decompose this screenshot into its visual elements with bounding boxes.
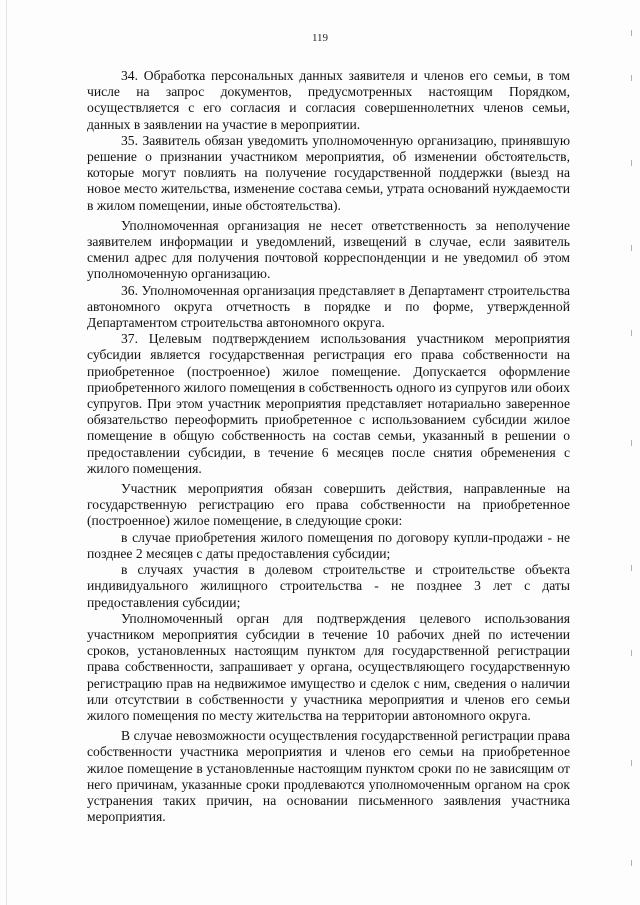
scan-mark: [631, 245, 632, 251]
paragraph-34: 34. Обработка персональных данных заявителя и членов его семьи, в том числе на запрос документов, предусмотренных настоящим Порядком, осуществляется с его согласия и согласия совершеннолетних членов семьи, данных в заявлении на участие в мероприятии.: [87, 68, 570, 132]
paragraph-37-term-construction: в случаях участия в долевом строительстве и строительстве объекта индивидуального жилищного строительства - не позднее 3 лет с даты предоставления субсидии;: [87, 562, 570, 610]
scan-mark: [631, 440, 632, 446]
paragraph-37: 37. Целевым подтверждением использования участником мероприятия субсидии является государственная регистрация его права собственности на приобретенное (построенное) жилое помещение. Допускается оформление приобретенного жилого помещения в собственность одного из супругов или обоих супругов. При этом участник мероприятия представляет нотариально заверенное обязательство переоформить приобретенное с использованием субсидии жилое помещение в общую собственность на состав семьи, указанный в решении о предоставлении субсидии, в течение 6 месяцев после снятия обременения с жилого помещения.: [87, 331, 570, 476]
paragraph-37-term-purchase: в случае приобретения жилого помещения по договору купли-продажи - не позднее 2 месяцев с даты предоставления субсидии;: [87, 529, 570, 561]
paragraph-35-note: Уполномоченная организация не несет ответственность за неполучение заявителем информации и уведомлений, извещений в случае, если заявитель сменил адрес для получения почтовой корреспонденции и не уведомил об этом уполномоченную организацию.: [87, 217, 570, 282]
scan-mark: [631, 760, 632, 766]
scan-edge-line: [6, 0, 7, 905]
paragraph-36: 36. Уполномоченная организация представляет в Департамент строительства автономного округа отчетность в порядке и по форме, утвержденной Департаментом строительства автономного округа.: [87, 282, 570, 331]
paragraph-35: 35. Заявитель обязан уведомить уполномоченную организацию, принявшую решение о признании участником мероприятия, об изменении обстоятельств, которые могут повлиять на получение государственной поддержки (выезд на новое место жительства, изменение состава семьи, утрата оснований нуждаемости в жилом помещении, иные обстоятельства).: [87, 132, 570, 213]
scan-mark: [631, 160, 632, 166]
scan-mark: [631, 75, 632, 81]
scan-mark: [631, 860, 632, 866]
paragraph-37-verification: Уполномоченный орган для подтверждения целевого использования участником мероприятия субсидии в течение 10 рабочих дней по истечении сроков, установленных настоящим пунктом для государственной регистрации права собственности, запрашивает у органа, осуществляющего государственную регистрацию прав на недвижимое имущество и сделок с ним, сведения о наличии или отсутствии в собственности у участника мероприятия и членов его семьи жилого помещения по месту жительства на территории автономного округа.: [87, 610, 570, 723]
scan-mark: [631, 330, 632, 336]
paragraph-37-extension: В случае невозможности осуществления государственной регистрации права собственности участника мероприятия и членов его семьи на приобретенное жилое помещение в установленные настоящим пунктом сроки по не зависящим от него причинам, указанные сроки продлеваются уполномоченным органом на срок устранения таких причин, на основании письменного заявления участника мероприятия.: [87, 728, 570, 825]
scan-mark: [631, 650, 632, 656]
scan-edge-marks: [624, 0, 632, 905]
document-body: [87, 68, 570, 825]
paragraph-37-obligation: Участник мероприятия обязан совершить действия, направленные на государственную регистрацию его права собственности на приобретенное (построенное) жилое помещение, в следующие сроки:: [87, 481, 570, 529]
scan-mark: [631, 565, 632, 571]
page-number: 119: [311, 32, 329, 44]
scan-mark: [631, 30, 632, 36]
